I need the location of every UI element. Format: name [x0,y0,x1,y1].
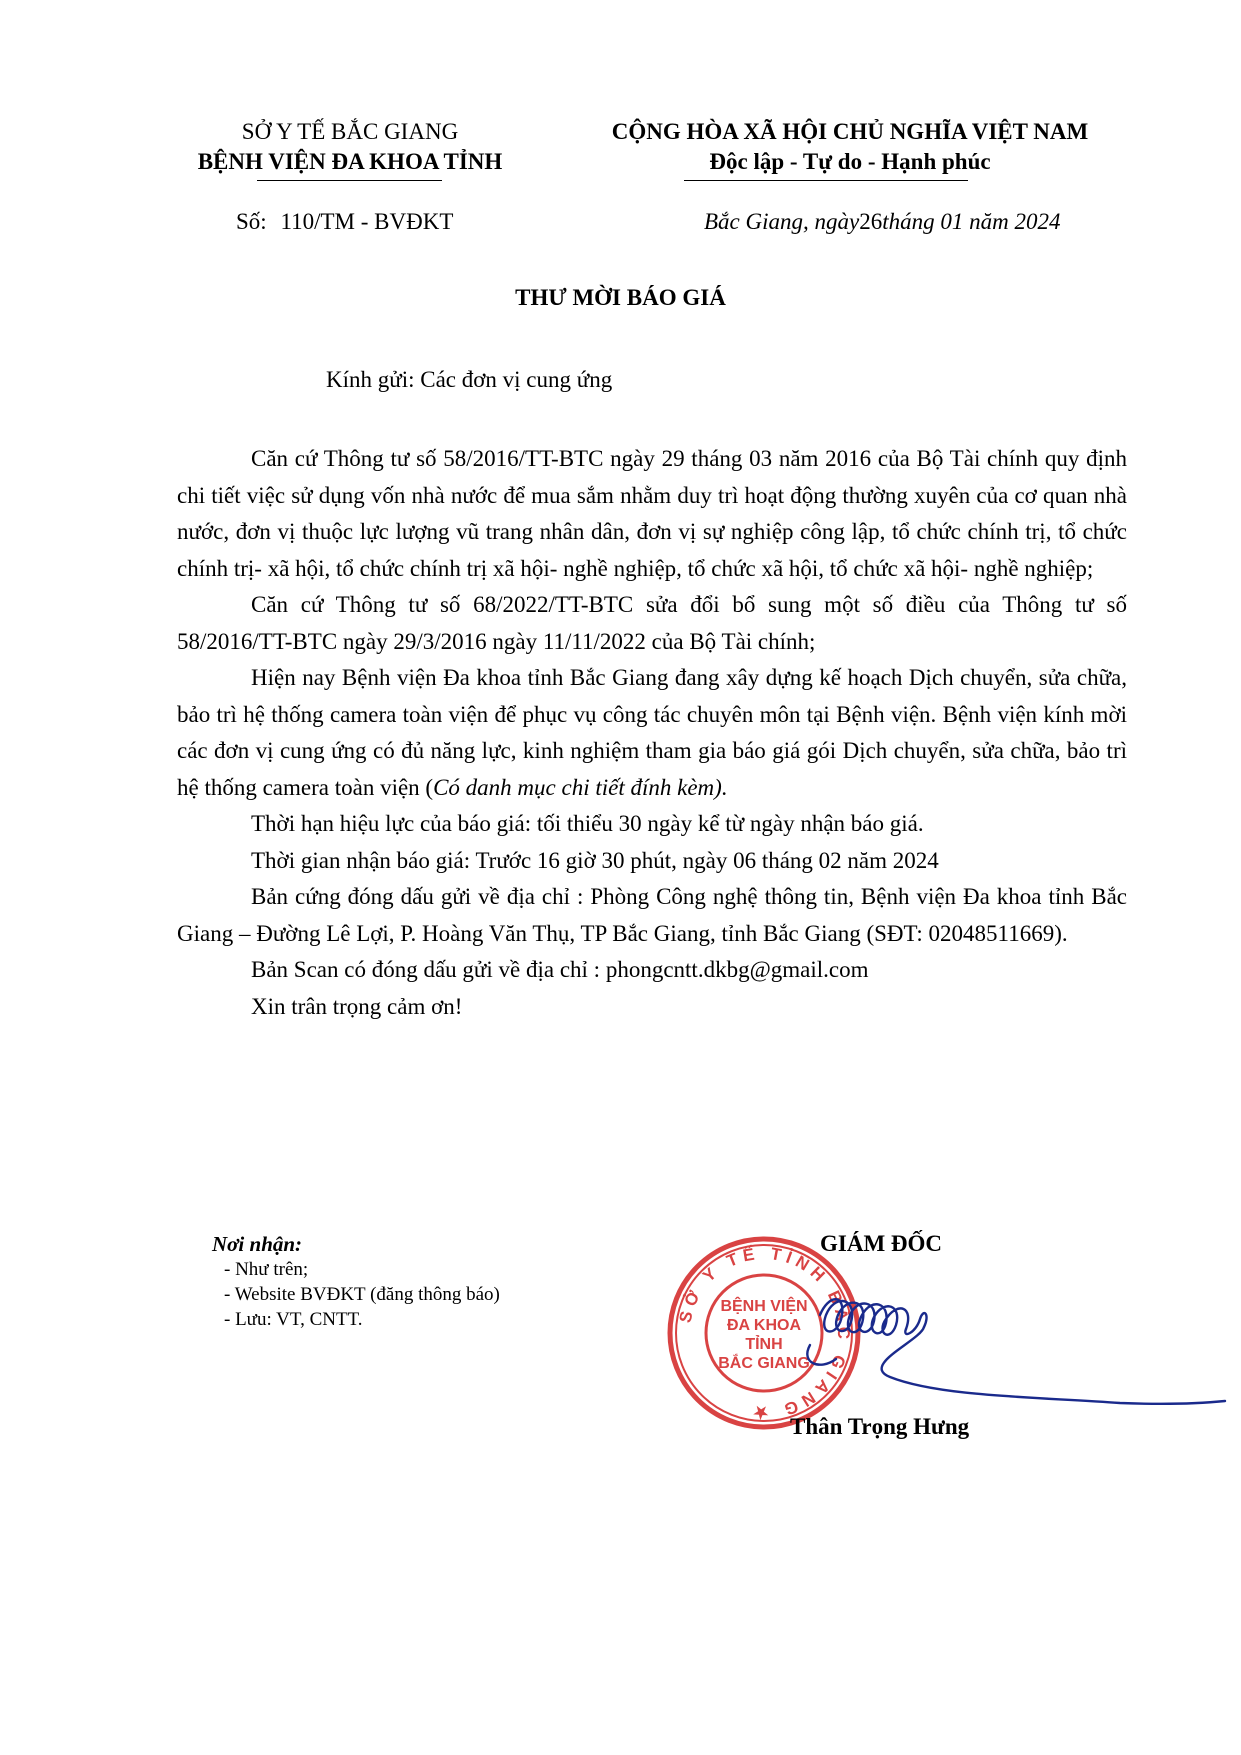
invitation-text: Hiện nay Bệnh viện Đa khoa tỉnh Bắc Giang đang xây dựng kế hoạch Dịch chuyển, sửa chữa, bảo trì hệ thống camera toàn viện để phục vụ công tác chuyên môn tại Bệnh viện. Bệnh viện kính mời các đơn vị cung ứng có đủ năng lực, kinh nghiệm tham gia báo giá gói Dịch chuyển, sửa chữa, bảo trì hệ thống camera toàn viện ( [177,665,1127,800]
recipient-item: - Lưu: VT, CNTT. [224,1309,363,1330]
recipients-block [212,1231,500,1332]
letter-body [177,441,1127,1025]
handwritten-signature [790,1275,1230,1425]
svg-text:TỈNH: TỈNH [745,1336,783,1353]
motto: Độc lập - Tự do - Hạnh phúc [709,149,991,174]
document-number [236,207,453,237]
paragraph-scan-email: Bản Scan có đóng dấu gửi về địa chỉ : phongcntt.dkbg@gmail.com [251,957,869,982]
agency-parent: SỞ Y TẾ BẮC GIANG [241,119,459,144]
svg-text:ĐA KHOA: ĐA KHOA [726,1317,802,1334]
issuing-agency [150,117,550,177]
date-day: 26 [859,209,883,234]
date-prefix: Bắc Giang, ngày [704,209,860,234]
agency-name: BỆNH VIỆN ĐA KHOA TỈNH [197,149,503,174]
date-suffix: tháng 01 năm 2024 [882,209,1061,234]
document-title: THƯ MỜI BÁO GIÁ [515,285,726,310]
paragraph-hard-copy-address: Bản cứng đóng dấu gửi về địa chỉ : Phòng Công nghệ thông tin, Bệnh viện Đa khoa tỉnh Bắc Giang – Đường Lê Lợi, P. Hoàng Văn Thụ, TP Bắc Giang, tỉnh Bắc Giang (SĐT: 02048511669). [177,884,1127,946]
signer-position: GIÁM ĐỐC [820,1231,943,1256]
national-motto [570,117,1130,177]
invitation-end: ). [714,774,728,800]
agency-underline [257,180,442,181]
doc-number-prefix: Số: [236,209,267,234]
invitation-attachment-note: Có danh mục chi tiết đính kèm [433,774,715,800]
doc-number-value: 110 [280,209,315,234]
svg-text:BẮC GIANG: BẮC GIANG [718,1355,810,1372]
motto-underline [684,180,968,181]
paragraph-validity: Thời hạn hiệu lực của báo giá: tối thiểu 30 ngày kể từ ngày nhận báo giá. [251,811,924,836]
recipient-item: - Như trên; [224,1259,309,1280]
recipient-item: - Website BVĐKT (đăng thông báo) [224,1284,500,1305]
salutation: Kính gửi: Các đơn vị cung ứng [326,367,613,392]
document-date [704,207,1060,237]
paragraph-legal-basis-2: Căn cứ Thông tư số 68/2022/TT-BTC sửa đổi bổ sung một số điều của Thông tư số 58/2016/TT-BTC ngày 29/3/2016 ngày 11/11/2022 của Bộ Tài chính; [177,592,1127,654]
svg-text:SỞ Y TẾ TỈNH BẮC GIANG ★: SỞ Y TẾ TỈNH BẮC GIANG ★ [675,1243,854,1423]
paragraph-deadline: Thời gian nhận báo giá: Trước 16 giờ 30 phút, ngày 06 tháng 02 năm 2024 [251,847,939,873]
signer-name: Thân Trọng Hưng [790,1414,970,1439]
paragraph-invitation [177,660,1127,806]
recipients-heading: Nơi nhận: [212,1232,303,1256]
paragraph-legal-basis-1: Căn cứ Thông tư số 58/2016/TT-BTC ngày 29 tháng 03 năm 2016 của Bộ Tài chính quy định chi tiết việc sử dụng vốn nhà nước để mua sắm nhằm duy trì hoạt động thường xuyên của cơ quan nhà nước, đơn vị thuộc lực lượng vũ trang nhân dân, đơn vị sự nghiệp công lập, tổ chức chính trị, tổ chức chính trị- xã hội, tổ chức chính trị xã hội- nghề nghiệp, tổ chức xã hội, tổ chức xã hội- nghề nghiệp; [177,446,1127,581]
svg-text:BỆNH VIỆN: BỆNH VIỆN [720,1298,808,1315]
doc-number-suffix: /TM - BVĐKT [314,209,454,234]
paragraph-thanks: Xin trân trọng cảm ơn! [251,993,463,1019]
country-name: CỘNG HÒA XÃ HỘI CHỦ NGHĨA VIỆT NAM [611,119,1089,144]
